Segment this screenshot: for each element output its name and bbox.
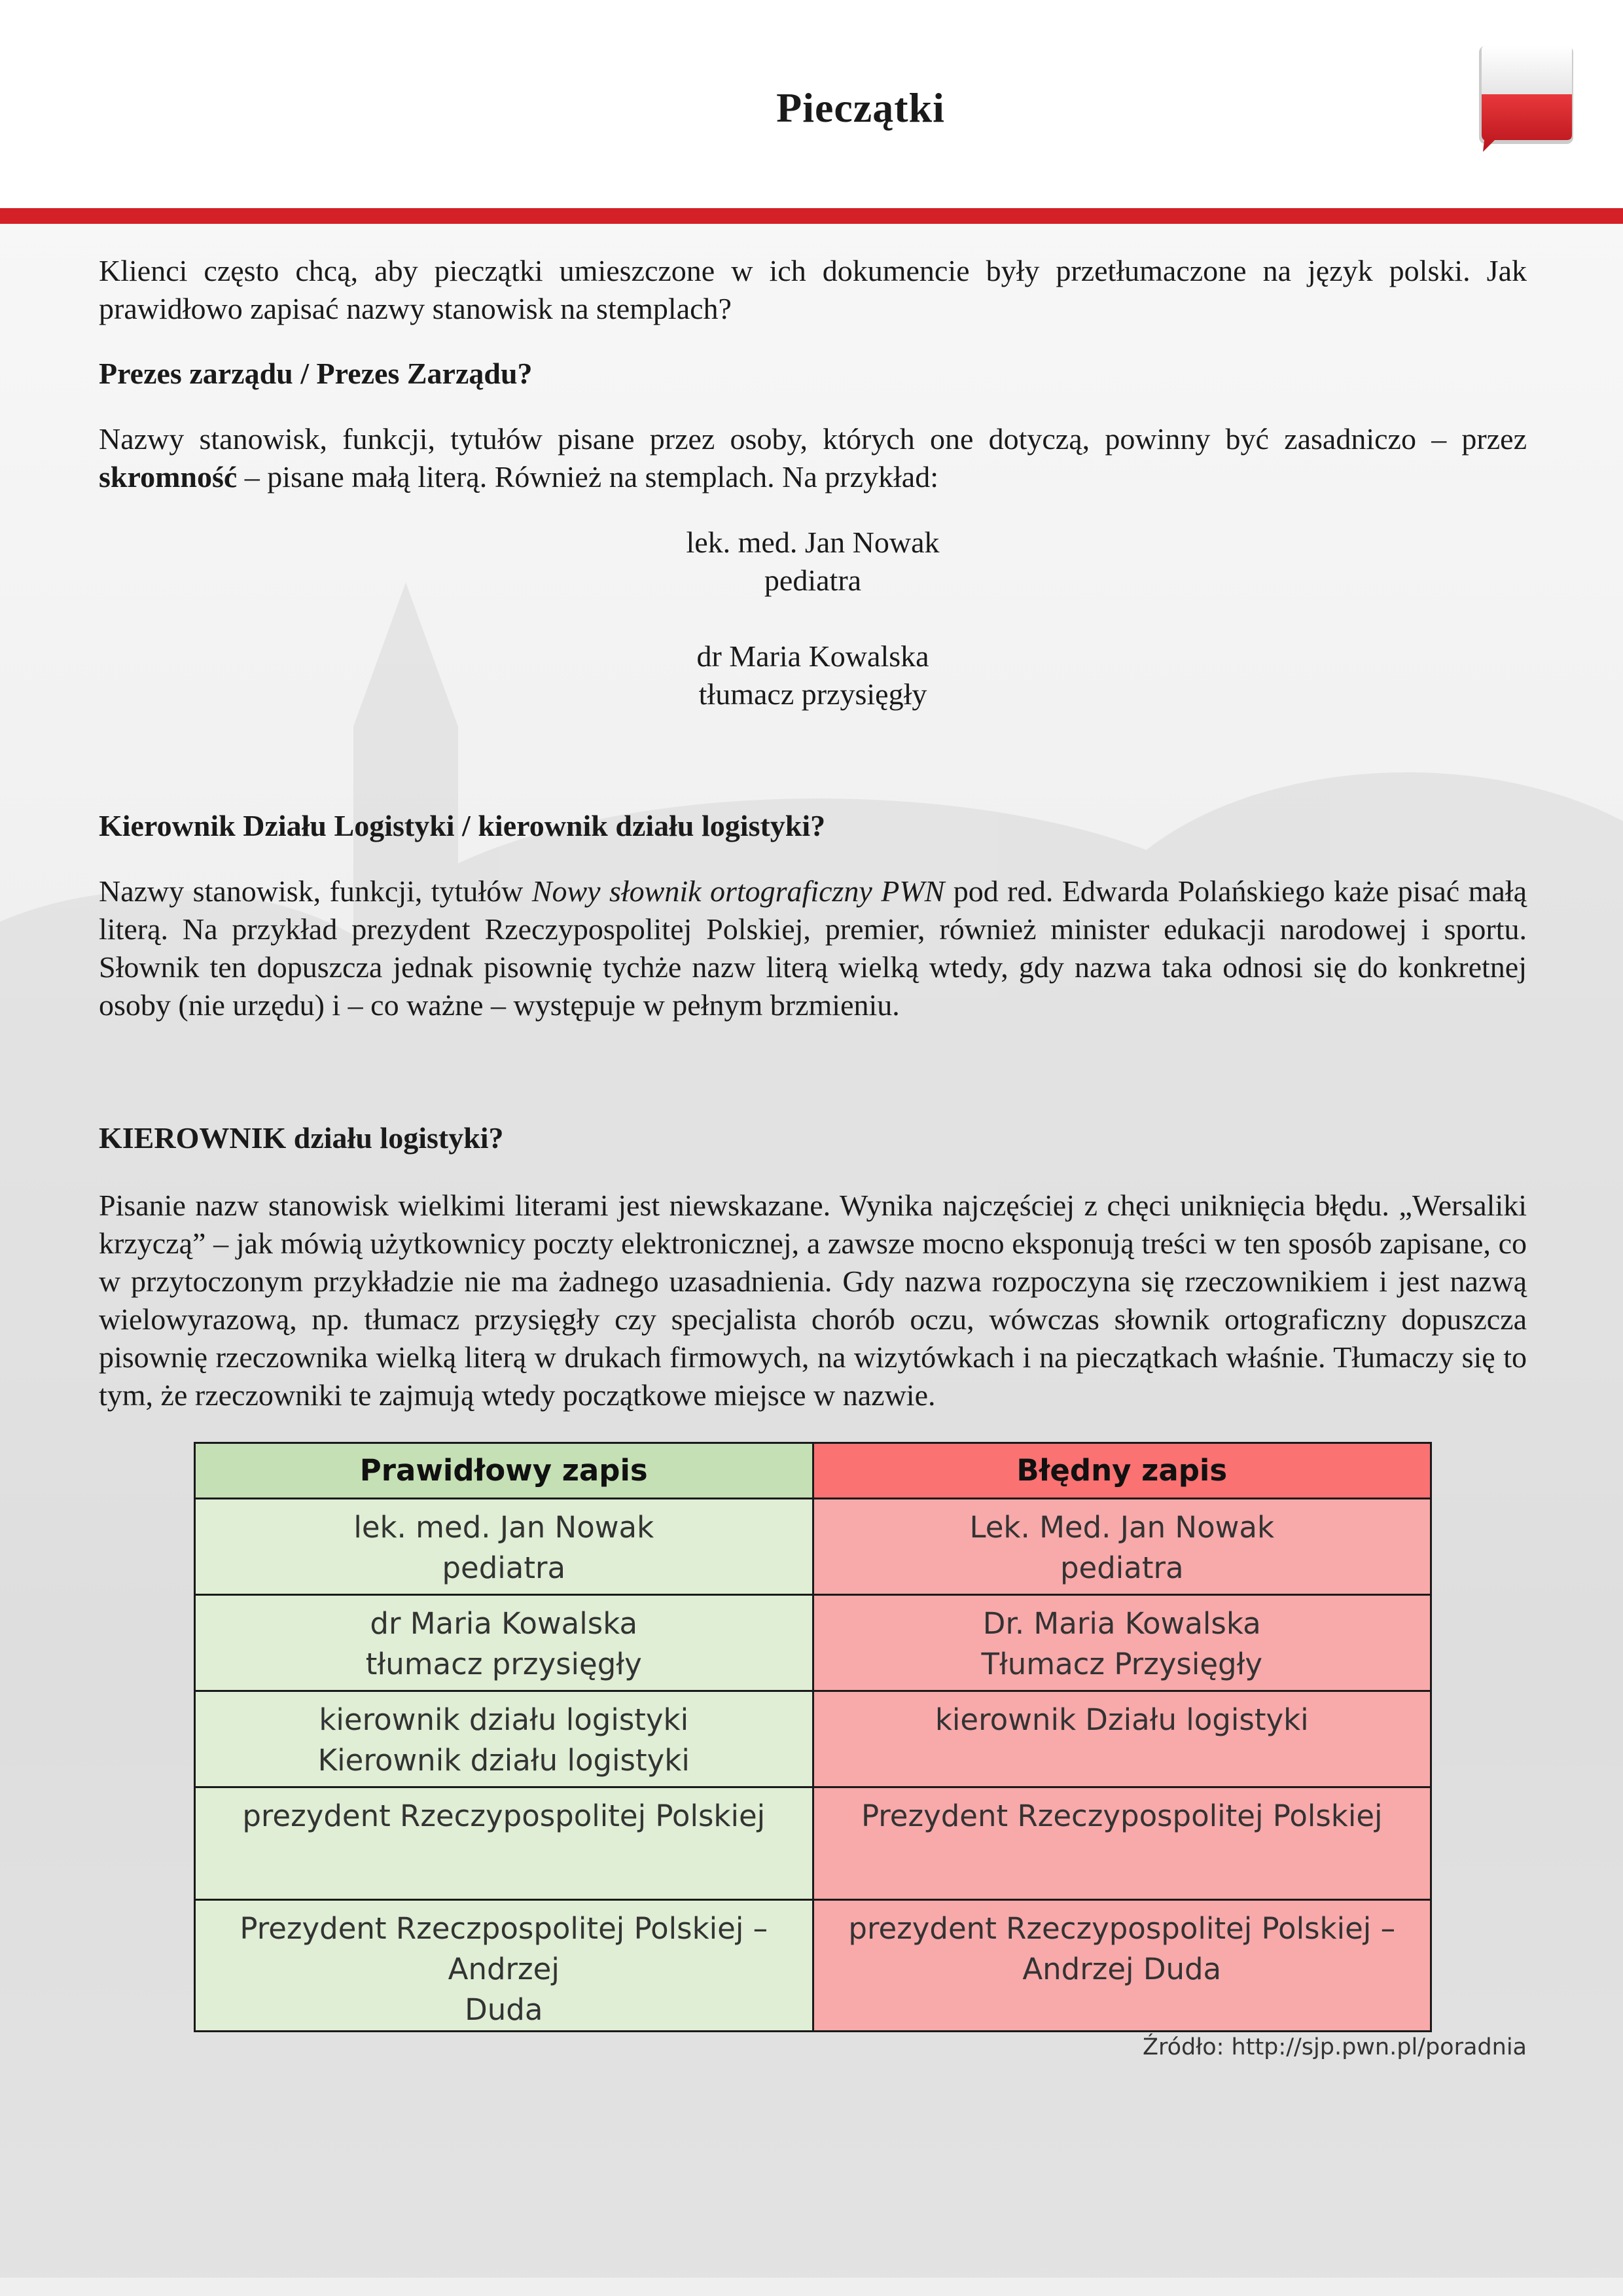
table-row [195, 1900, 1431, 2032]
example-line: tłumacz przysięgły [698, 677, 927, 711]
intro-paragraph: Klienci często chcą, aby pieczątki umieszczone w ich dokumencie były przetłumaczone na język polski. Jak prawidłowo zapisać nazwy stanowisk na stemplach? [99, 254, 1527, 325]
table-cell-correct: Prezydent Rzeczpospolitej Polskiej – Andrzej Duda [195, 1900, 813, 2032]
section1-heading: Prezes zarządu / Prezes Zarządu? [99, 357, 533, 390]
source-note: Źródło: http://sjp.pwn.pl/poradnia [1143, 2034, 1527, 2060]
section2-paragraph: Nazwy stanowisk, funkcji, tytułów Nowy słownik ortograficzny PWN pod red. Edwarda Polańskiego każe pisać małą literą. Na przykład prezydent Rzeczypospolitej Polskiej, premier, również minister edukacji narodowej i sportu. Słownik ten dopuszcza jednak pisownię tychże nazw literą wielką wtedy, gdy nazwa taka odnosi się do konkretnej osoby (nie urzędu) i – co ważne – występuje w pełnym brzmieniu. [99, 874, 1527, 1022]
section3-paragraph: Pisanie nazw stanowisk wielkimi literami jest niewskazane. Wynika najczęściej z chęci uniknięcia błędu. „Wersaliki krzyczą” – jak mówią użytkownicy poczty elektronicznej, a zawsze mocno eksponują treści w ten sposób zapisane, co w przytoczonym przykładzie nie ma żadnego uzasadnienia. Gdy nazwa rozpoczyna się rzeczownikiem i jest nazwą wielowyrazową, np. tłumacz przysięgły czy specjalista chorób oczu, wówczas słownik ortograficzny dopuszcza pisownię rzeczownika wielką literą w drukach firmowych, na wizytówkach i na pieczątkach właśnie. Tłumaczy się to tym, że rzeczowniki te zajmują wtedy początkowe miejsce w nazwie. [99, 1189, 1527, 1412]
table-row [195, 1595, 1431, 1691]
header-correct: Prawidłowy zapis [195, 1443, 813, 1499]
table-cell-wrong: Lek. Med. Jan Nowak pediatra [813, 1499, 1431, 1595]
comparison-table [194, 1442, 1432, 2032]
table-cell-correct: dr Maria Kowalska tłumacz przysięgły [195, 1595, 813, 1691]
table-cell-correct: lek. med. Jan Nowak pediatra [195, 1499, 813, 1595]
table-row [195, 1499, 1431, 1595]
table-row [195, 1691, 1431, 1787]
table-cell-wrong: Prezydent Rzeczypospolitej Polskiej [813, 1787, 1431, 1900]
table-cell-wrong: prezydent Rzeczypospolitej Polskiej – Andrzej Duda [813, 1900, 1431, 2032]
example-line: pediatra [764, 564, 862, 597]
examples-block [99, 524, 1527, 713]
table-cell-wrong: kierownik Działu logistyki [813, 1691, 1431, 1787]
polish-flag-icon [1476, 43, 1576, 153]
page-header [0, 0, 1623, 208]
table-header-row [195, 1443, 1431, 1499]
example-line: lek. med. Jan Nowak [686, 526, 940, 559]
table-row [195, 1787, 1431, 1900]
header-wrong: Błędny zapis [813, 1443, 1431, 1499]
table-cell-correct: prezydent Rzeczypospolitej Polskiej [195, 1787, 813, 1900]
section1-paragraph: Nazwy stanowisk, funkcji, tytułów pisane przez osoby, których one dotyczą, powinny być zasadniczo – przez skromność – pisane małą literą. Również na stemplach. Na przykład: [99, 422, 1527, 493]
example-line: dr Maria Kowalska [696, 639, 929, 673]
table-cell-correct: kierownik działu logistyki Kierownik działu logistyki [195, 1691, 813, 1787]
header-red-band [0, 208, 1623, 224]
section2-heading: Kierownik Działu Logistyki / kierownik działu logistyki? [99, 809, 826, 842]
page-title: Pieczątki [776, 84, 945, 131]
table-cell-wrong: Dr. Maria Kowalska Tłumacz Przysięgły [813, 1595, 1431, 1691]
section3-heading: KIEROWNIK działu logistyki? [99, 1121, 504, 1155]
